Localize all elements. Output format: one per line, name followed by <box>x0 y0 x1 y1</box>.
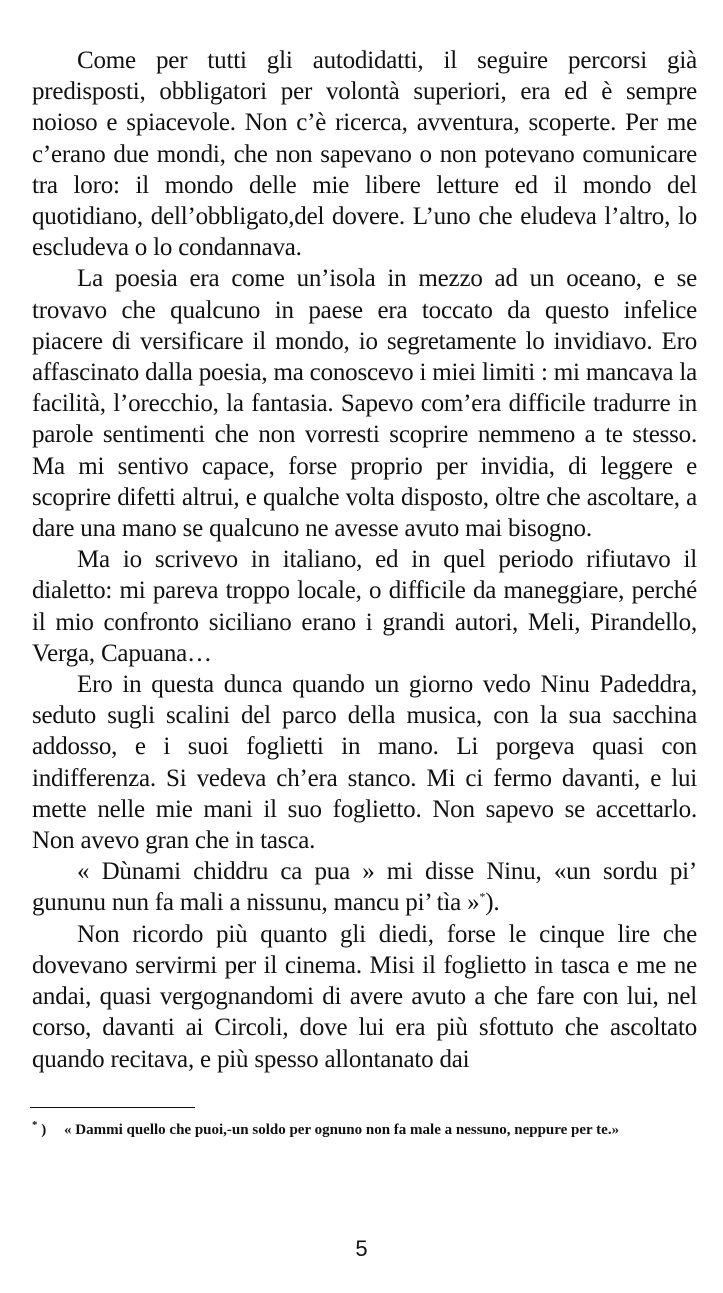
footnote <box>32 1120 692 1141</box>
paragraph-1: Come per tutti gli autodidatti, il seguire percorsi già predisposti, obbligatori per volontà superiori, era ed è sempre noioso e spiacevole. Non c’è ricerca, avventura, scoperte. Per me c’erano due mondi, che non sapevano o non potevano comunicare tra loro: il mondo delle mie libere letture ed il mondo del quotidiano, dell’obbligato,del dovere. L’uno che eludeva l’altro, lo escludeva o lo condannava. <box>32 47 697 262</box>
paragraph-4: Ero in questa dunca quando un giorno vedo Ninu Padeddra, seduto sugli scalini del parco della musica, con la sua sacchina addosso, e i suoi foglietti in mano. Li porgeva quasi con indifferenza. Si vedeva ch’era stanco. Mi ci fermo davanti, e lui mette nelle mie mani il suo foglietto. Non sapevo se accettarlo. Non avevo gran che in tasca. <box>32 671 697 855</box>
body-text <box>32 45 697 1075</box>
page-number: 5 <box>355 1236 368 1261</box>
footnote-separator <box>30 1107 195 1108</box>
quote-text: « Dùnami chiddru ca pua » mi disse Ninu, «un sordu pi’ gununu nun fa mali a nissunu, mancu pi’ tìa » <box>32 858 697 917</box>
paragraph-last: Non ricordo più quanto gli diedi, forse le cinque lire che dovevano servirmi per il cinema. Misi il foglietto in tasca e me ne andai, quasi vergognandomi di avere avuto a che fare con lui, nel corso, davanti ai Circoli, dove lui era più sfottuto che ascoltato quando recitava, e più spesso allontanato dai <box>32 920 697 1073</box>
paragraph-2: La poesia era come un’isola in mezzo ad un oceano, e se trovavo che qualcuno in paese era toccato da questo infelice piacere di versificare il mondo, io segretamente lo invidiavo. Ero affascinato dalla poesia, ma conoscevo i miei limiti : mi mancava la facilità, l’orecchio, la fantasia. Sapevo com’era difficile tradurre in parole sentimenti che non vorresti scoprire nemmeno a te stesso. Ma mi sentivo capace, forse proprio per invidia, di leggere e scoprire difetti altrui, e qualche volta disposto, oltre che ascoltare, a dare una mano se qualcuno ne avesse avuto mai bisogno. <box>32 265 697 543</box>
footnote-marker: * ) <box>32 1119 47 1138</box>
footnote-reference: * <box>479 890 486 905</box>
paragraph-3: Ma io scrivevo in italiano, ed in quel periodo rifiutavo il dialetto: mi pareva troppo locale, o difficile da maneggiare, perché il mio confronto siciliano erano i grandi autori, Meli, Pirandello, Verga, Capuana… <box>32 546 697 667</box>
paragraph-quote <box>32 856 697 918</box>
quote-closing: ). <box>485 889 500 917</box>
footnote-text: « Dammi quello che puoi,-un soldo per ognuno non fa male a nessuno, neppure per te.» <box>64 1122 620 1138</box>
